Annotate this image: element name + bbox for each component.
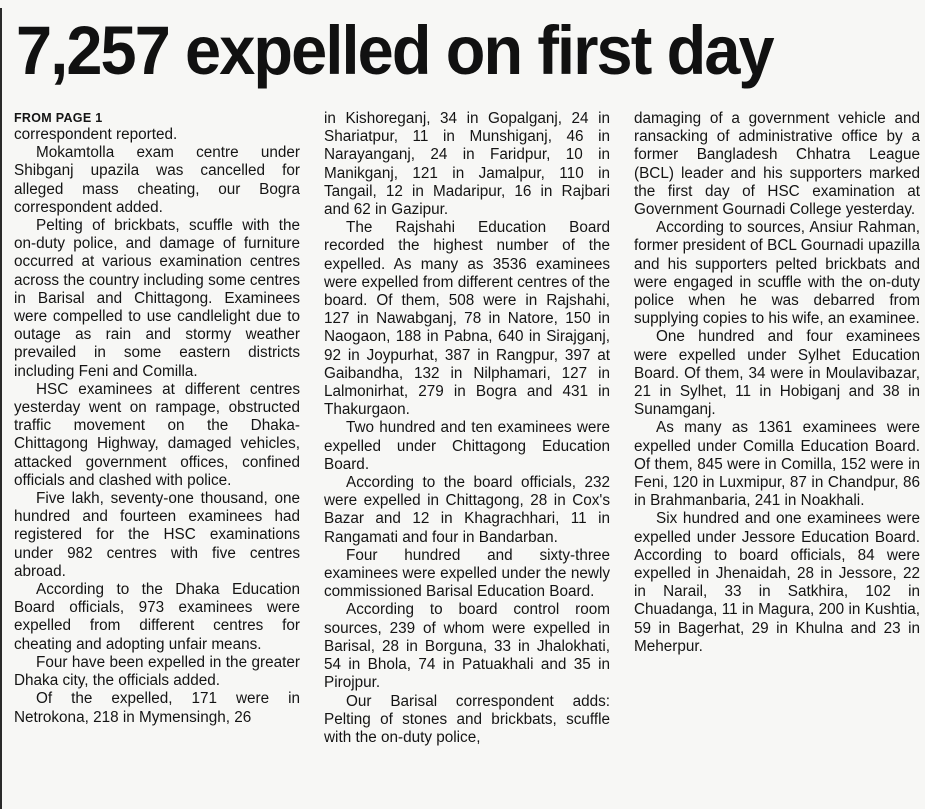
article-paragraph: Four have been expelled in the greater Dhaka city, the officials added. [14,653,300,690]
article-paragraph: in Kishoreganj, 34 in Gopalganj, 24 in Shariatpur, 11 in Munshiganj, 46 in Narayanganj, 24 in Faridpur, 10 in Manikganj, 121 in Jamalpur, 110 in Tangail, 12 in Madaripur, 16 in Rajbari and 62 in Gazipur. [324,110,610,219]
article-body [14,110,920,809]
article-paragraph: damaging of a government vehicle and ransacking of administrative office by a former Bangladesh Chhatra League (BCL) leader and his supporters marked the first day of HSC examination at Government Gournadi College yesterday. [634,110,920,219]
article-paragraph: The Rajshahi Education Board recorded the highest number of the expelled. As many as 3536 examinees were expelled from different centres of the board. Of them, 508 were in Rajshahi, 127 in Nawabganj, 78 in Natore, 150 in Naogaon, 188 in Pabna, 640 in Sirajganj, 92 in Joypurhat, 387 in Rangpur, 397 at Gaibandha, 132 in Nilphamari, 127 in Lalmonirhat, 279 in Bogra and 431 in Thakurgaon. [324,219,610,419]
article-paragraph: Six hundred and one examinees were expelled under Jessore Education Board. According to board officials, 84 were expelled in Jhenaidah, 28 in Jessore, 22 in Narail, 33 in Satkhira, 102 in Chuadanga, 11 in Magura, 200 in Kushtia, 59 in Bagerhat, 29 in Khulna and 23 in Meherpur. [634,510,920,655]
article-paragraph: According to board control room sources, 239 of whom were expelled in Barisal, 28 in Borguna, 33 in Jhalokhati, 54 in Bhola, 74 in Patuakhali and 35 in Pirojpur. [324,601,610,692]
article-paragraph: Five lakh, seventy-one thousand, one hundred and fourteen examinees had registered for the HSC examinations under 982 centres with five centres abroad. [14,490,300,580]
article-paragraph: Of the expelled, 171 were in Netrokona, 218 in Mymensingh, 26 [14,690,300,726]
headline: 7,257 expelled on first day [16,12,773,89]
article-paragraph: According to sources, Ansiur Rahman, former president of BCL Gournadi upazilla and his supporters pelted brickbats and were engaged in scuffle with the on-duty police when he was debarred from supplying copies to his wife, an examinee. [634,219,920,328]
article-paragraph: One hundred and four examinees were expelled under Sylhet Education Board. Of them, 34 were in Moulavibazar, 21 in Sylhet, 11 in Hobiganj and 38 in Sunamganj. [634,328,920,419]
column-rule [0,8,2,809]
article-column-1 [14,110,300,809]
from-page-label: FROM PAGE 1 [14,111,103,125]
article-paragraph: According to the Dhaka Education Board officials, 973 examinees were expelled from different centres for cheating and adopting unfair means. [14,581,300,653]
article-paragraph: According to the board officials, 232 were expelled in Chittagong, 28 in Cox's Bazar and 12 in Khagrachhari, 11 in Rangamati and four in Bandarban. [324,474,610,546]
article-paragraph: Our Barisal correspondent adds: Pelting of stones and brickbats, scuffle with the on-duty police, [324,692,610,746]
article-paragraph: HSC examinees at different centres yesterday went on rampage, obstructed traffic movement on the Dhaka-Chittagong Highway, damaged vehicles, attacked government offices, confined officials and clashed with police. [14,380,300,489]
article-paragraph: Mokamtolla exam centre under Shibganj upazila was cancelled for alleged mass cheating, our Bogra correspondent added. [14,144,300,216]
article-paragraph: Two hundred and ten examinees were expelled under Chittagong Education Board. [324,419,610,473]
article-column-2 [324,110,610,809]
article-paragraph: Four hundred and sixty-three examinees were expelled under the newly commissioned Barisal Education Board. [324,546,610,601]
article-paragraph: Pelting of brickbats, scuffle with the on-duty police, and damage of furniture occurred at various examination centres across the country including some centres in Barisal and Chittagong. Examinees were compelled to use candlelight due to outage as rain and stormy weather prevailed in some eastern districts including Feni and Comilla. [14,217,300,380]
article-column-3 [634,110,920,809]
article-paragraph: As many as 1361 examinees were expelled under Comilla Education Board. Of them, 845 were in Comilla, 152 were in Feni, 120 in Luxmipur, 87 in Chandpur, 86 in Brahmanbaria, 241 in Noakhali. [634,419,920,510]
article-paragraph: correspondent reported. [14,126,178,143]
